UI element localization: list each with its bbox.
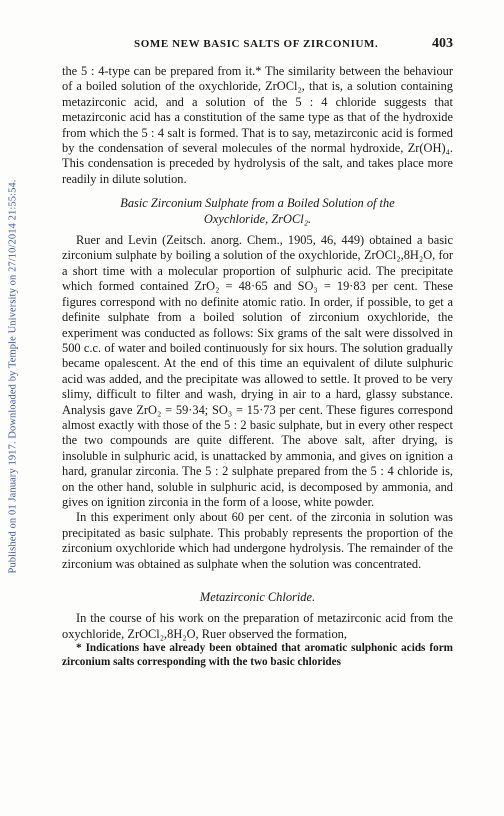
section-heading-text: Metazirconic Chloride.: [199, 590, 316, 604]
running-title: SOME NEW BASIC SALTS OF ZIRCONIUM.: [134, 38, 379, 50]
paragraph-ruer-levin: Ruer and Levin (Zeitsch. anorg. Chem., 1905, 46, 449) obtained a basic zirconium sulphate by boiling a solution of the oxychloride, ZrOCl₂,8H₂O, for a short time with a molecular proportion of sulphuric acid. The precipitate which formed contained ZrO₂ = 48·65 and SO₃ = 19·83 per cent. These figures correspond with no definite atomic ratio. In order, if possible, to get a definite sulphate from a boiled solution of zirconium oxychloride, the experiment was conducted as follows: Six grams of the salt were dissolved in 500 c.c. of water and boiled continuously for six hours. The solution gradually became opalescent. At the end of this time an equivalent of dilute sulphuric acid was added, and the precipitate was allowed to settle. It proved to be very slimy, difficult to filter and wash, drying in air to a hard, glassy substance. Analysis gave ZrO₂ = 59·34; SO₃ = 15·73 per cent. These figures correspond almost exactly with those of the 5 : 2 basic sulphate, but in every other respect the two compounds are quite different. The above salt, after drying, is insoluble in sulphuric acid, is unattacked by ammonia, and gives on ignition a hard, granular zirconia. The 5 : 2 sulphate prepared from the 5 : 4 chloride is, on the other hand, soluble in sulphuric acid, is decomposed by ammonia, and gives on ignition zirconia in the form of a loose, white powder.: [62, 233, 453, 509]
section-heading-metazirconic-chloride: [62, 590, 453, 605]
section-heading-line-2: Oxychloride, ZrOCl₂.: [203, 211, 312, 226]
paragraph-experiment-yield: In this experiment only about 60 per cent. of the zirconia in solution was precipitated as basic sulphate. This probably represents the proportion of the zirconium oxychloride which had undergone hydrolysis. The remainder of the zirconium was obtained as sulphate when the solution was concentrated.: [62, 510, 453, 571]
paragraph-metazirconic-intro: In the course of his work on the preparation of metazirconic acid from the oxychloride, ZrOCl₂,8H₂O, Ruer observed the formation,: [62, 611, 453, 641]
section-heading-line-1: Basic Zirconium Sulphate from a Boiled Solution of the: [120, 196, 395, 211]
page-header: [62, 36, 453, 54]
article-body: [62, 64, 453, 669]
journal-page: [62, 36, 453, 669]
paragraph-continuation: the 5 : 4-type can be prepared from it.* The similarity between the behaviour of a boiled solution of the oxychloride, ZrOCl₂, that is, a solution containing metazirconic acid, and a solution of the 5 : 4 chloride suggests that metazirconic acid has a constitution of the same type as that of the hydroxide from which the 5 : 4 salt is formed. That is to say, metazirconic acid is formed by the condensation of several molecules of the normal hydroxide, Zr(OH)₄. This condensation is preceded by hydrolysis of the salt, and takes place more readily in dilute solution.: [62, 64, 453, 186]
download-watermark: [6, 96, 20, 656]
page-number: 403: [432, 36, 453, 51]
footnote: * Indications have already been obtained that aromatic sulphonic acids form zirconium salts corresponding with the two basic chlorides: [62, 642, 453, 668]
section-heading-basic-sulphate: [62, 196, 453, 227]
download-watermark-text: Published on 01 January 1917. Downloaded by Temple University on 27/10/2014 21:55:54.: [7, 179, 19, 573]
